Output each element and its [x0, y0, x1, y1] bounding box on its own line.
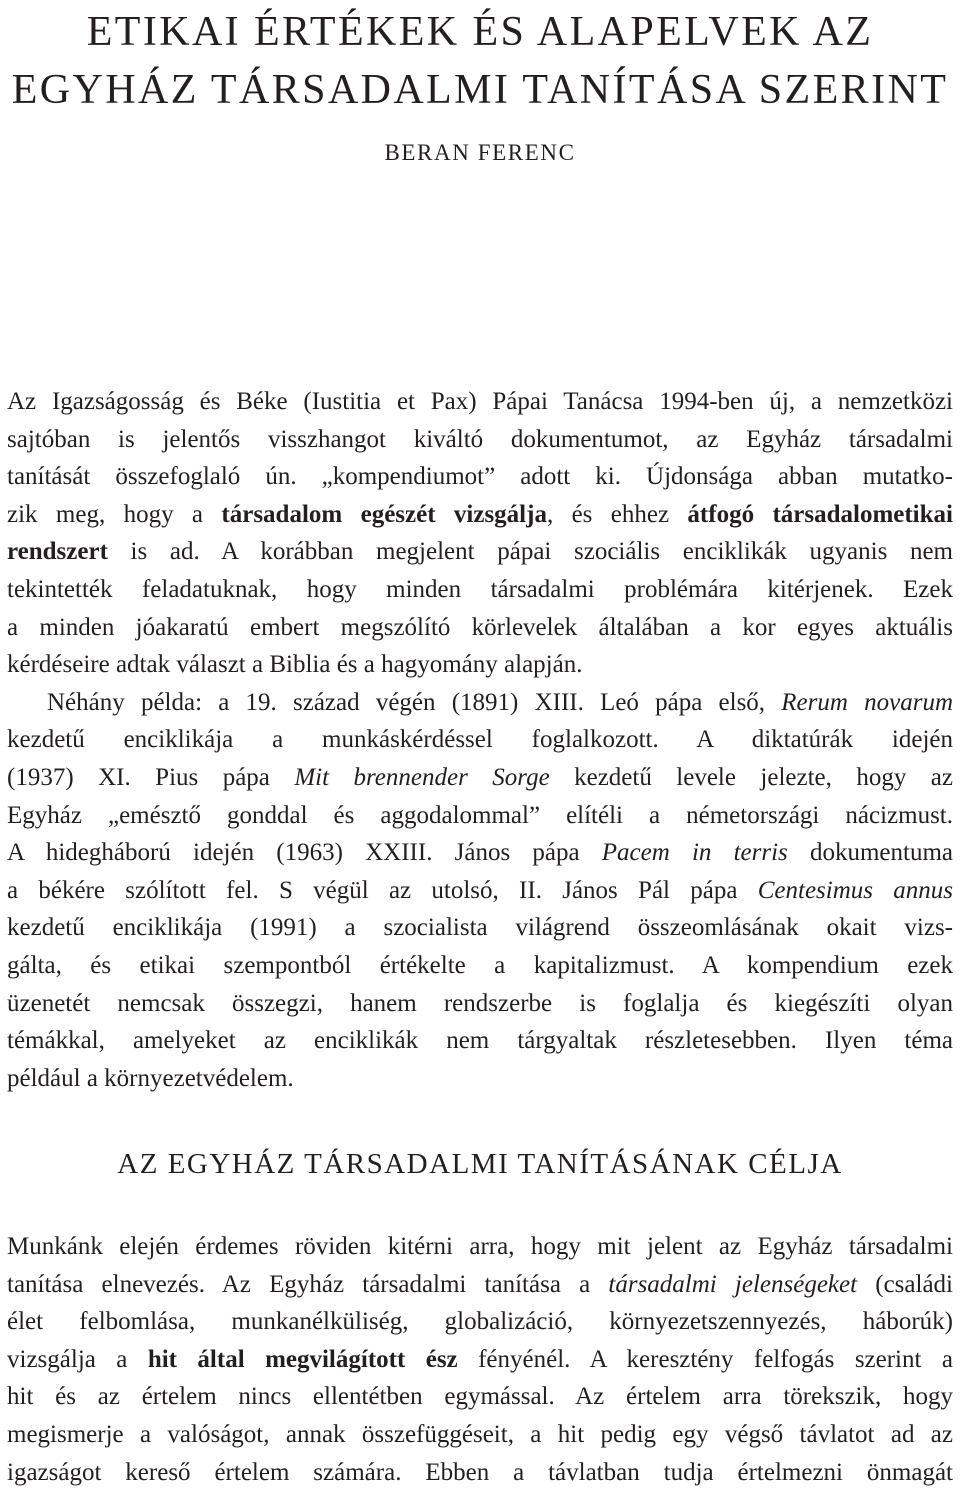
text-run: dokumentuma [787, 839, 953, 867]
emphasis-bold: hit által megvilágított ész [147, 1345, 458, 1373]
emphasis-bold: átfogó társadalometikai [687, 500, 953, 528]
paragraph-line [7, 1341, 953, 1379]
text-run: a békére szólított fel. S végül az utolsó, II. János Pál pápa [7, 876, 758, 904]
text-run: (1937) XI. Pius pápa [7, 763, 295, 791]
text-run: (családi [857, 1270, 953, 1298]
text-run: Néhány példa: a 19. század végén (1891) XIII. Leó pápa első, [47, 688, 782, 716]
section-heading: AZ EGYHÁZ TÁRSADALMI TANÍTÁSÁNAK CÉLJA [117, 1148, 843, 1180]
paragraph-line: Munkánk elején érdemes röviden kitérni arra, hogy mit jelent az Egyház társadalmi [7, 1233, 953, 1260]
paragraph-line [7, 684, 953, 722]
paragraph-line: kérdéseire adtak választ a Biblia és a hagyomány alapján. [7, 651, 583, 679]
emphasis-italic: Pacem in terris [601, 839, 788, 867]
paragraph-line: kezdetű enciklikája (1991) a szocialista világrend összeomlásának okait vizs- [7, 914, 953, 942]
paragraph-line [7, 533, 953, 571]
emphasis-italic: Centesimus annus [757, 876, 954, 904]
paragraph-section [7, 1228, 953, 1491]
paragraph-line: a minden jóakaratú embert megszólító körlevelek általában a kor egyes aktuális [7, 613, 953, 641]
paragraph-line [7, 496, 953, 534]
paragraph-line: sajtóban is jelentős visszhangot kiváltó dokumentumot, az Egyház társadalmi [7, 425, 953, 453]
paragraph-line: tanítását összefoglaló ún. „kompendiumot” adott ki. Újdonsága abban mutatko- [7, 463, 953, 491]
paragraph-line: igazságot kereső értelem számára. Ebben a távlatban tudja értelmezni önmagát [7, 1458, 953, 1486]
text-run: fényénél. A keresztény felfogás szerint a [457, 1345, 953, 1373]
text-run: tanítása elnevezés. Az Egyház társadalmi tanítása a [7, 1270, 609, 1298]
text-run: vizsgálja a [7, 1345, 148, 1373]
paragraph-line: üzenetét nemcsak összegzi, hanem rendszerbe is foglalja és kiegészíti olyan [7, 989, 953, 1017]
text-run: kezdetű levele jelezte, hogy az [549, 763, 953, 791]
paragraph-line: gálta, és etikai szempontból értékelte a kapitalizmust. A kompendium ezek [7, 951, 953, 979]
text-run: A hidegháború idején (1963) XXIII. János pápa [7, 839, 602, 867]
paragraph-line: kezdetű enciklikája a munkáskérdéssel foglalkozott. A diktatúrák idején [7, 726, 953, 754]
emphasis-bold: rendszert [7, 538, 108, 566]
paragraph-line [7, 1266, 953, 1304]
text-run: , és ehhez [546, 500, 688, 528]
paragraph-line [7, 872, 953, 910]
paragraph-line: élet felbomlása, munkanélküliség, globalizáció, környezetszennyezés, háborúk) [7, 1308, 953, 1336]
paragraph-intro [7, 383, 953, 1097]
emphasis-italic: Rerum novarum [781, 688, 954, 716]
paragraph-line: hit és az értelem nincs ellentétben egymással. Az értelem arra törekszik, hogy [7, 1383, 953, 1411]
paragraph-line: témákkal, amelyeket az enciklikák nem tárgyaltak részletesebben. Ilyen téma [7, 1027, 953, 1055]
title-line-1: ETIKAI ÉRTÉKEK ÉS ALAPELVEK AZ [86, 9, 874, 55]
paragraph-line: Az Igazságosság és Béke (Iustitia et Pax) Pápai Tanácsa 1994-ben új, a nemzetközi [7, 388, 953, 415]
emphasis-italic: társadalmi jelenségeket [608, 1270, 858, 1298]
author-name: BERAN FERENC [384, 140, 576, 165]
title-line-2: EGYHÁZ TÁRSADALMI TANÍTÁSA SZERINT [11, 67, 949, 113]
paragraph-line [7, 759, 953, 797]
emphasis-italic: Mit brennender Sorge [294, 763, 550, 791]
paragraph-line: tekintették feladatuknak, hogy minden társadalmi problémára kitérjenek. Ezek [7, 575, 953, 603]
paragraph-line: Egyház „emésztő gonddal és aggodalommal” elítéli a németországi nácizmust. [7, 801, 953, 829]
paragraph-line [7, 834, 953, 872]
emphasis-bold: társadalom egészét vizsgálja [221, 500, 547, 528]
text-run: is ad. A korábban megjelent pápai szociális enciklikák ugyanis nem [107, 538, 953, 566]
paragraph-line: például a környezetvédelem. [7, 1064, 294, 1092]
paragraph-line: megismerje a valóságot, annak összefüggéseit, a hit pedig egy végső távlatot ad az [7, 1420, 953, 1448]
text-run: zik meg, hogy a [7, 500, 222, 528]
